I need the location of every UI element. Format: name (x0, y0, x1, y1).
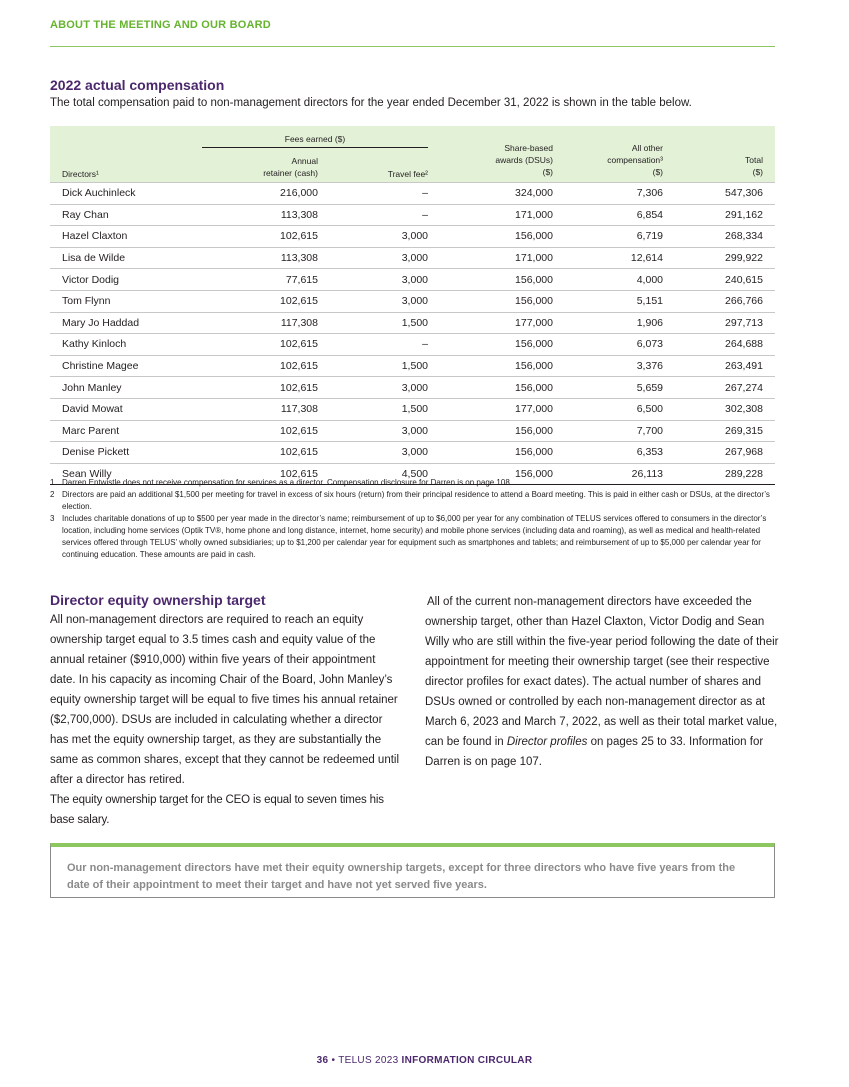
header-divider (50, 46, 775, 47)
director-name-cell: Mary Jo Haddad (50, 312, 220, 334)
table-row (50, 312, 775, 334)
director-name-cell: Victor Dodig (50, 269, 220, 291)
director-name-cell: Sean Willy (50, 463, 220, 485)
footer-separator: • (331, 1055, 336, 1066)
total-cell: 264,688 (675, 334, 775, 356)
retainer-cell: 102,615 (220, 377, 330, 399)
other-cell: 6,353 (565, 442, 675, 464)
table-footnotes (50, 477, 780, 561)
page-number: 36 (316, 1055, 329, 1066)
footer-company: TELUS 2023 (338, 1055, 399, 1066)
retainer-cell: 102,615 (220, 463, 330, 485)
footnote-text: Includes charitable donations of up to $500 per year made in the director’s name; reimbursement of up to $6,000 per year for any combination of TELUS services offered to consumers in the director’s location, including home services (Optik TV®, home phone and long distance, internet, home security) and mobile phone services (including data and roaming), as well as medical and health-related services offered through TELUS’ wholly owned subsidiaries; up to $1,200 per calendar year for equipment such as smartphones and tablets; and reimbursement of up to $5,000 per calendar year for continuing education. These amounts are paid in cash. (62, 514, 767, 559)
travel-cell: 4,500 (330, 463, 440, 485)
other-cell: 6,500 (565, 398, 675, 420)
equity-right-column (425, 592, 780, 772)
table-row (50, 355, 775, 377)
retainer-cell: 77,615 (220, 269, 330, 291)
total-cell: 547,306 (675, 183, 775, 205)
travel-cell: 1,500 (330, 398, 440, 420)
share-awards-header-line1: Share-based (504, 143, 553, 153)
retainer-cell: 117,308 (220, 312, 330, 334)
total-cell: 240,615 (675, 269, 775, 291)
director-name-cell: Kathy Kinloch (50, 334, 220, 356)
share-awards-header-line2: awards (DSUs) (495, 155, 553, 165)
other-cell: 1,906 (565, 312, 675, 334)
total-cell: 266,766 (675, 290, 775, 312)
other-cell: 4,000 (565, 269, 675, 291)
share-cell: 171,000 (440, 204, 565, 226)
other-cell: 12,614 (565, 247, 675, 269)
equity-left-column (50, 592, 400, 830)
other-comp-header-line3: ($) (652, 167, 663, 177)
other-cell: 6,719 (565, 226, 675, 248)
share-cell: 156,000 (440, 377, 565, 399)
compensation-table-wrapper (50, 126, 775, 485)
footnote (50, 489, 780, 513)
compensation-title: 2022 actual compensation (50, 77, 225, 93)
other-cell: 26,113 (565, 463, 675, 485)
table-row (50, 204, 775, 226)
table-row (50, 334, 775, 356)
share-cell: 156,000 (440, 226, 565, 248)
share-cell: 156,000 (440, 420, 565, 442)
total-cell: 302,308 (675, 398, 775, 420)
director-name-cell: Dick Auchinleck (50, 183, 220, 205)
equity-paragraph-3 (425, 592, 780, 772)
travel-cell: 3,000 (330, 247, 440, 269)
retainer-header (220, 151, 330, 183)
footnote (50, 477, 780, 489)
share-awards-header-line3: ($) (542, 167, 553, 177)
total-cell: 299,922 (675, 247, 775, 269)
share-cell: 177,000 (440, 398, 565, 420)
share-cell: 156,000 (440, 355, 565, 377)
retainer-cell: 102,615 (220, 420, 330, 442)
ownership-callout: Our non-management directors have met their equity ownership targets, except for three directors who have five years from the date of their appointment to meet their target and have not yet served five years. (50, 843, 775, 898)
table-row (50, 398, 775, 420)
footnote-text: Darren Entwistle does not receive compensation for services as a director. Compensation disclosure for Darren is on page 108. (62, 478, 513, 487)
table-row (50, 377, 775, 399)
share-cell: 156,000 (440, 290, 565, 312)
travel-cell: – (330, 334, 440, 356)
table-row (50, 442, 775, 464)
travel-cell: 3,000 (330, 269, 440, 291)
retainer-cell: 216,000 (220, 183, 330, 205)
compensation-intro: The total compensation paid to non-management directors for the year ended December 31, 2022 is shown in the table below. (50, 97, 692, 109)
retainer-header-line1: Annual (291, 156, 318, 166)
travel-fee-header: Travel fee² (387, 169, 428, 179)
total-cell: 263,491 (675, 355, 775, 377)
total-header-line1: Total (745, 155, 763, 165)
share-cell: 324,000 (440, 183, 565, 205)
travel-cell: 3,000 (330, 226, 440, 248)
travel-cell: – (330, 183, 440, 205)
total-cell: 269,315 (675, 420, 775, 442)
share-cell: 156,000 (440, 463, 565, 485)
equity-paragraph-3-end: on pages 25 to 33. Information for Darren is on page 107. (425, 736, 764, 768)
total-cell: 291,162 (675, 204, 775, 226)
travel-cell: 1,500 (330, 312, 440, 334)
director-name-cell: Ray Chan (50, 204, 220, 226)
equity-paragraph-2: The equity ownership target for the CEO is equal to seven times his base salary. (50, 794, 384, 826)
travel-cell: – (330, 204, 440, 226)
total-header (675, 126, 775, 183)
compensation-table (50, 126, 775, 485)
other-cell: 5,659 (565, 377, 675, 399)
total-cell: 289,228 (675, 463, 775, 485)
director-name-cell: Marc Parent (50, 420, 220, 442)
share-cell: 156,000 (440, 269, 565, 291)
footnote-number: 2 (50, 490, 55, 499)
director-name-cell: Denise Pickett (50, 442, 220, 464)
director-name-cell: Lisa de Wilde (50, 247, 220, 269)
equity-paragraph-3-text: All of the current non-management directors have exceeded the ownership target, other than Hazel Claxton, Victor Dodig and Sean Willy who are still within the five-year period following the date of their appointment for meeting their ownership target (see their respective director profiles for exact dates). The actual number of shares and DSUs owned or controlled by each non-management director as at March 6, 2023 and March 7, 2022, as well as their total market value, can be found in (425, 596, 779, 748)
retainer-cell: 117,308 (220, 398, 330, 420)
footnote-text: Directors are paid an additional $1,500 per meeting for travel in excess of six hours (return) from their principal residence to attend a Board meeting. This is paid in either cash or DSUs, at the director’s election. (62, 490, 770, 511)
retainer-cell: 102,615 (220, 290, 330, 312)
other-cell: 7,700 (565, 420, 675, 442)
footnote-number: 1 (50, 478, 55, 487)
table-row (50, 290, 775, 312)
share-cell: 177,000 (440, 312, 565, 334)
directors-header: Directors¹ (62, 169, 99, 179)
fees-earned-header: Fees earned ($) (202, 134, 428, 148)
footnote (50, 513, 780, 561)
other-comp-header-line1: All other (631, 143, 663, 153)
retainer-cell: 102,615 (220, 334, 330, 356)
travel-cell: 3,000 (330, 290, 440, 312)
share-awards-header (440, 126, 565, 183)
other-cell: 3,376 (565, 355, 675, 377)
page-footer (0, 1055, 849, 1066)
fees-earned-group (50, 126, 440, 151)
footer-document-name: INFORMATION CIRCULAR (401, 1055, 533, 1066)
retainer-cell: 102,615 (220, 226, 330, 248)
share-cell: 171,000 (440, 247, 565, 269)
retainer-header-line2: retainer (cash) (263, 168, 318, 178)
other-comp-header (565, 126, 675, 183)
table-row (50, 420, 775, 442)
table-row (50, 183, 775, 205)
share-cell: 156,000 (440, 334, 565, 356)
retainer-cell: 113,308 (220, 204, 330, 226)
equity-title: Director equity ownership target (50, 592, 266, 608)
other-comp-header-line2: compensation³ (607, 155, 663, 165)
travel-cell: 3,000 (330, 442, 440, 464)
director-name-cell: Hazel Claxton (50, 226, 220, 248)
other-cell: 5,151 (565, 290, 675, 312)
section-label: ABOUT THE MEETING AND OUR BOARD (50, 19, 271, 31)
director-profiles-reference: Director profiles (506, 736, 588, 748)
travel-cell: 3,000 (330, 420, 440, 442)
footnote-number: 3 (50, 514, 55, 523)
retainer-cell: 102,615 (220, 355, 330, 377)
table-row (50, 226, 775, 248)
table-row (50, 269, 775, 291)
director-name-cell: Tom Flynn (50, 290, 220, 312)
travel-cell: 1,500 (330, 355, 440, 377)
total-cell: 267,968 (675, 442, 775, 464)
total-header-line2: ($) (752, 167, 763, 177)
other-cell: 6,854 (565, 204, 675, 226)
retainer-cell: 102,615 (220, 442, 330, 464)
equity-paragraph-1: All non-management directors are required to reach an equity ownership target equal to 3.5 times cash and equity value of the annual retainer ($910,000) within five years of their appointment date. In his capacity as incoming Chair of the Board, John Manley’s equity ownership target will be equal to five times his annual retainer ($2,700,000). DSUs are included in calculating whether a director has met the equity ownership target, as they are substantially the same as common shares, except that they cannot be redeemed until after a director has retired. (50, 614, 400, 786)
retainer-cell: 113,308 (220, 247, 330, 269)
travel-cell: 3,000 (330, 377, 440, 399)
total-cell: 267,274 (675, 377, 775, 399)
other-cell: 7,306 (565, 183, 675, 205)
compensation-table-body (50, 183, 775, 485)
share-cell: 156,000 (440, 442, 565, 464)
table-row (50, 247, 775, 269)
other-cell: 6,073 (565, 334, 675, 356)
director-name-cell: David Mowat (50, 398, 220, 420)
director-name-cell: Christine Magee (50, 355, 220, 377)
director-name-cell: John Manley (50, 377, 220, 399)
total-cell: 268,334 (675, 226, 775, 248)
total-cell: 297,713 (675, 312, 775, 334)
